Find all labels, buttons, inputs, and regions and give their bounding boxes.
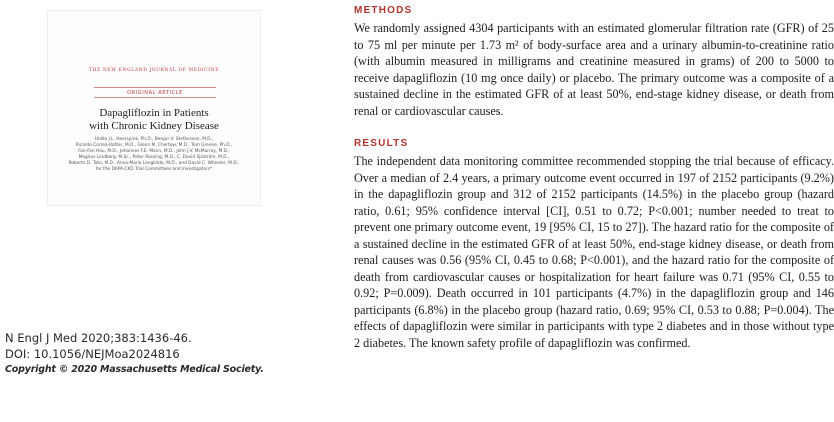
journal-reference: N Engl J Med 2020;383:1436-46. [5,331,192,345]
article-title [58,107,250,133]
author-list [60,137,248,173]
citation-block [5,330,325,378]
author-line: Hiddo J.L. Heerspink, Ph.D., Bergur V. Stefánsson, M.D., [94,137,214,142]
results-paragraph: The independent data monitoring committee recommended stopping the trial because of efficacy. Over a median of 2.4 years, a primary outcome event occurred in 197 of 2152 participants (9.2%) in the dapagliflozin group and 312 of 2152 participants (14.5%) in the placebo group (hazard ratio, 0.61; 95% confidence interval [CI], 0.51 to 0.72; P<0.001; number needed to treat to prevent one primary outcome event, 19 [95% CI, 15 to 27]). The hazard ratio for the composite of a sustained decline in the estimated GFR of at least 50%, end-stage kidney disease, or death from renal causes was 0.56 (95% CI, 0.45 to 0.68; P<0.001), and the hazard ratio for the composite of death from cardiovascular causes or hospitalization for heart failure was 0.71 (95% CI, 0.55 to 0.92; P=0.009). Death occurred in 101 participants (4.7%) in the dapagliflozin group and 146 participants (6.8%) in the placebo group (hazard ratio, 0.69; 95% CI, 0.53 to 0.88; P=0.004). The effects of dapagliflozin were similar in participants with type 2 diabetes and in those without type 2 diabetes. The known safety profile of dapagliflozin was confirmed. [354,154,834,350]
methods-heading: METHODS [354,5,413,16]
copyright-notice: Copyright © 2020 Massachusetts Medical Society. [5,364,264,375]
article-title-page [47,10,261,206]
methods-paragraph: We randomly assigned 4304 participants with an estimated glomerular filtration rate (GFR) of 25 to 75 ml per minute per 1.73 m² of body-surface area and a urinary albumin-to-creatinine ratio (with albumin measured in milligrams and creatinine measured in grams) of 200 to 5000 to receive dapagliflozin (10 mg once daily) or placebo. The primary outcome was a composite of a sustained decline in the estimated GFR of at least 50%, end-stage kidney disease, or death from renal or cardiovascular causes. [354,21,834,118]
author-line: Magnus Lindberg, M.Sc., Peter Rossing, M.D., C. David Sjöström, M.D., [78,155,230,160]
article-title-line-2: with Chronic Kidney Disease [89,120,219,132]
author-line: Roberto D. Toto, M.D., Anna-Maria Langkilde, M.D., and David C. Wheeler, M.D., [68,161,240,166]
doi: DOI: 10.1056/NEJMoa2024816 [5,347,180,361]
author-line: Fan-Fan Hou, M.D., Johannes F.E. Mann, M.D., John J.V. McMurray, M.D., [78,149,230,154]
journal-name: THE NEW ENGLAND JOURNAL OF MEDICINE [88,68,220,73]
author-line: Ricardo Correa-Rotter, M.D., Glenn M. Chertow, M.D., Tom Greene, Ph.D., [75,143,233,148]
author-line: for the DAPA-CKD Trial Committees and Investigators* [95,167,213,172]
article-type-label: ORIGINAL ARTICLE [94,87,216,98]
results-heading: RESULTS [354,138,409,149]
article-title-line-1: Dapagliflozin in Patients [99,107,209,119]
abstract [354,0,834,351]
